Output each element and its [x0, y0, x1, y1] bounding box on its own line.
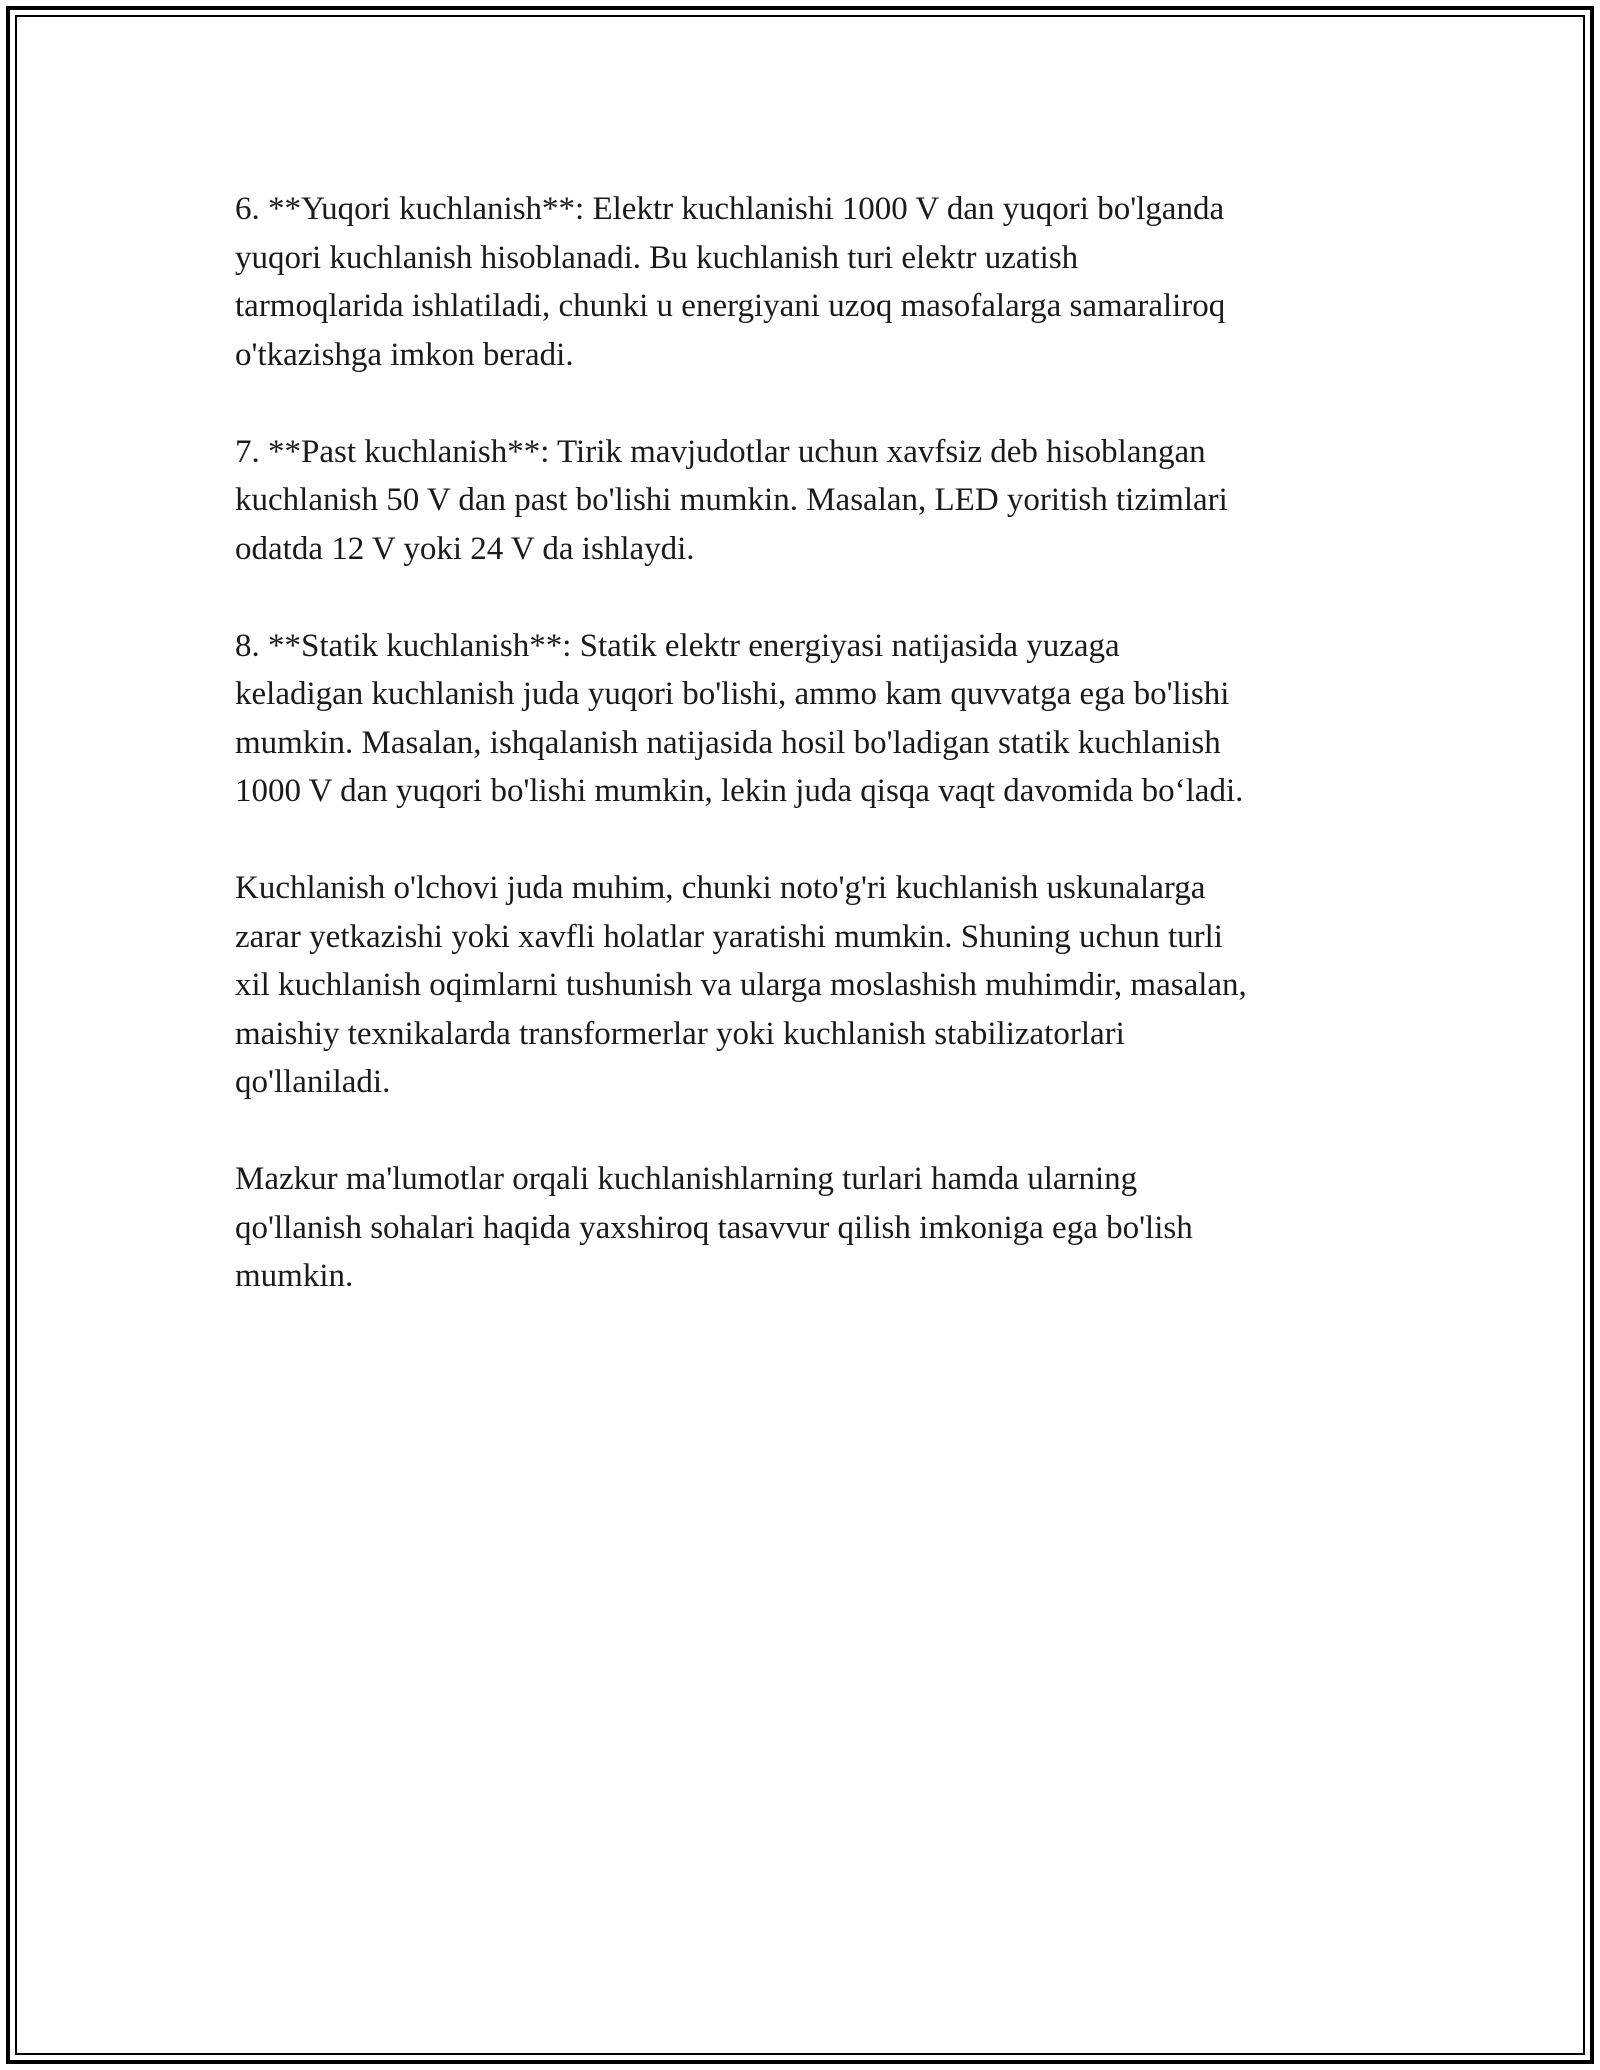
- document-body: [235, 185, 1375, 1349]
- paragraph-low-voltage: 7. **Past kuchlanish**: Tirik mavjudotlar uchun xavfsiz deb hisoblangan kuchlanish 50 V dan past bo'lishi mumkin. Masalan, LED yoritish tizimlari odatda 12 V yoki 24 V da ishlaydi.: [235, 433, 1228, 567]
- paragraph-static-voltage: 8. **Statik kuchlanish**: Statik elektr energiyasi natijasida yuzaga keladigan kuchlanish juda yuqori bo'lishi, ammo kam quvvatga ega bo'lishi mumkin. Masalan, ishqalanish natijasida hosil bo'ladigan statik kuchlanish 1000 V dan yuqori bo'lishi mumkin, lekin juda qisqa vaqt davomida bo‘ladi.: [235, 627, 1244, 809]
- paragraph-high-voltage: 6. **Yuqori kuchlanish**: Elektr kuchlanishi 1000 V dan yuqori bo'lganda yuqori kuchlanish hisoblanadi. Bu kuchlanish turi elektr uzatish tarmoqlarida ishlatiladi, chunki u energiyani uzoq masofalarga samaraliroq o'tkazishga imkon beradi.: [235, 191, 1226, 373]
- paragraph-voltage-importance: Kuchlanish o'lchovi juda muhim, chunki noto'g'ri kuchlanish uskunalarga zarar yetkazishi yoki xavfli holatlar yaratishi mumkin. Shuning uchun turli xil kuchlanish oqimlarni tushunish va ularga moslashish muhimdir, masalan, maishiy texnikalarda transformerlar yoki kuchlanish stabilizatorlari qo'llaniladi.: [235, 870, 1247, 1100]
- paragraph-conclusion: Mazkur ma'lumotlar orqali kuchlanishlarning turlari hamda ularning qo'llanish sohalari haqida yaxshiroq tasavvur qilish imkoniga ega bo'lish mumkin.: [235, 1161, 1193, 1294]
